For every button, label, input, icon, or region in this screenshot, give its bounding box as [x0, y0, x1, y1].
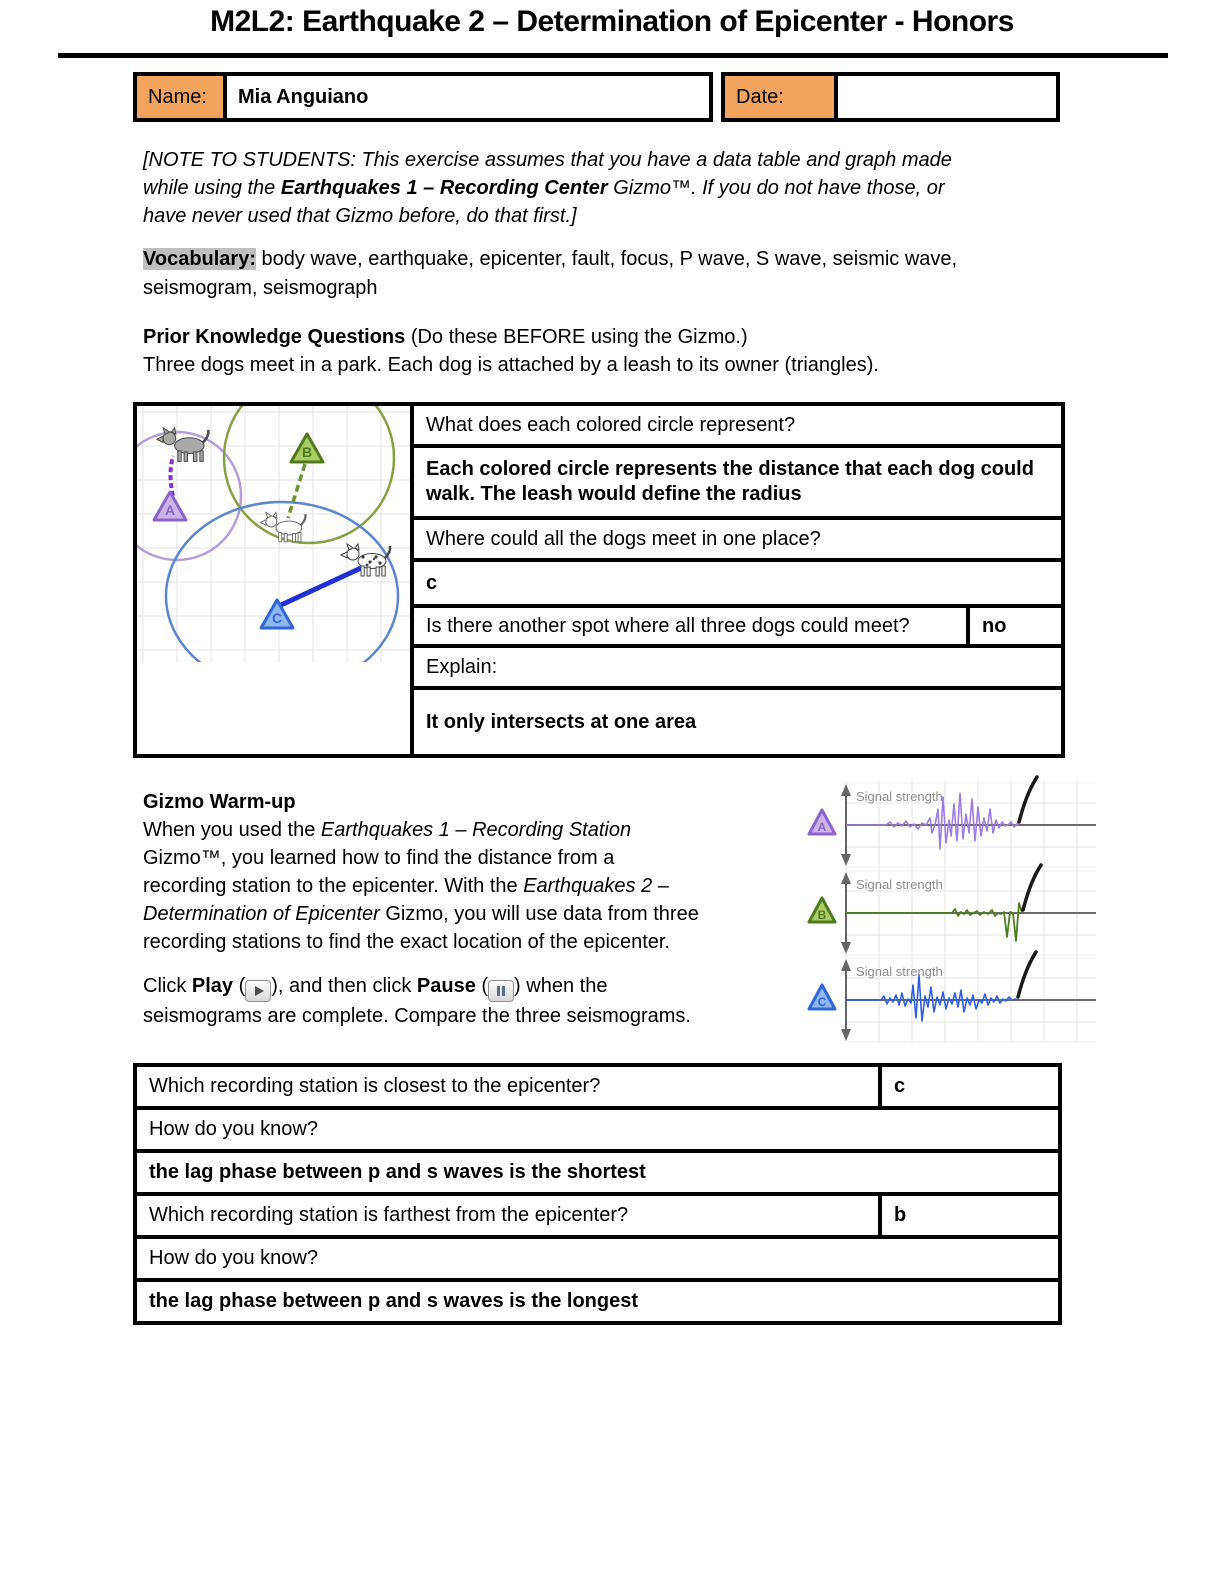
- note-to-students: [NOTE TO STUDENTS: This exercise assumes that you have a data table and graph made while using the Earthquakes 1 – Recording Center Gizmo™. If you do not have those, or have never used that Gizmo before, do that first.]: [143, 149, 952, 227]
- seismogram-a: [809, 777, 1096, 866]
- how-know-label-1: How do you know?: [133, 1106, 1062, 1153]
- name-date-table: [133, 72, 1060, 122]
- owner-a-label: A: [164, 502, 176, 518]
- question-another-spot-row: [410, 604, 1065, 648]
- question-another-spot: Is there another spot where all three dogs could meet?: [410, 604, 970, 648]
- station-a-letter: A: [817, 820, 827, 834]
- answer-circle-represent[interactable]: Each colored circle represents the distance that each dog could walk. The leash would define the radius: [410, 444, 1065, 520]
- signal-strength-label-a: Signal strength: [856, 789, 943, 804]
- answer-how-know-1[interactable]: the lag phase between p and s waves is the shortest: [133, 1149, 1062, 1196]
- pen-a: [1019, 777, 1037, 822]
- date-field[interactable]: [834, 72, 1060, 122]
- answer-how-know-2[interactable]: the lag phase between p and s waves is the longest: [133, 1278, 1062, 1325]
- owner-c-label: C: [271, 610, 283, 626]
- answer-closest[interactable]: c: [878, 1063, 1062, 1110]
- question-closest: Which recording station is closest to the epicenter?: [133, 1063, 882, 1110]
- waveform-c: [846, 975, 1018, 1021]
- answer-explain[interactable]: It only intersects at one area: [410, 686, 1065, 758]
- question-farthest: Which recording station is farthest from the epicenter?: [133, 1192, 882, 1239]
- leash-a: [171, 456, 174, 496]
- dog-b-white: [260, 512, 305, 541]
- play-icon: [245, 980, 271, 1002]
- date-label: Date:: [721, 72, 838, 122]
- pen-c: [1018, 952, 1036, 997]
- seismogram-c: [809, 952, 1096, 1041]
- gizmo-warmup-section: [143, 788, 833, 1030]
- dog-park-image: [137, 406, 410, 662]
- pen-b: [1023, 865, 1041, 910]
- owner-a-triangle: [154, 492, 186, 520]
- answer-meet-one-place[interactable]: c: [410, 558, 1065, 608]
- recording-station-table: [133, 1063, 1062, 1325]
- name-field[interactable]: Mia Anguiano: [223, 72, 713, 122]
- warmup-heading: Gizmo Warm-up: [143, 791, 296, 813]
- vocabulary-line: Vocabulary: body wave, earthquake, epicenter, fault, focus, P wave, S wave, seismic wave, seismogram, seismograph: [143, 248, 958, 299]
- pause-icon: [488, 980, 514, 1002]
- seismogram-b: [809, 865, 1096, 954]
- answer-another-spot[interactable]: no: [966, 604, 1065, 648]
- dog-park-qa-column: [410, 402, 1065, 758]
- station-c-letter: C: [817, 995, 827, 1009]
- warmup-paragraph: When you used the Earthquakes 1 – Recording Station Gizmo™, you learned how to find the distance from a recording station to the epicenter. With the Earthquakes 2 – Determination of Epicenter Gizmo, you will use data from three recording stations to find the exact location of the epicenter.: [143, 819, 699, 953]
- station-b-letter: B: [817, 908, 827, 922]
- farthest-question-row: [133, 1192, 1062, 1239]
- owner-b-label: B: [301, 444, 313, 460]
- seismograms-image: [806, 775, 1096, 1045]
- closest-question-row: [133, 1063, 1062, 1110]
- how-know-label-2: How do you know?: [133, 1235, 1062, 1282]
- leash-b: [288, 464, 305, 518]
- explain-label: Explain:: [410, 644, 1065, 690]
- warmup-play-pause-paragraph: Click Play ( ), and then click Pause ( ) when the seismograms are complete. Compare the three seismograms.: [143, 975, 691, 1027]
- leash-c: [281, 568, 361, 605]
- title-divider: [58, 53, 1168, 58]
- answer-farthest[interactable]: b: [878, 1192, 1062, 1239]
- question-circle-represent: What does each colored circle represent?: [410, 402, 1065, 448]
- name-label: Name:: [133, 72, 227, 122]
- owner-b-triangle: [291, 434, 323, 462]
- question-meet-one-place: Where could all the dogs meet in one place?: [410, 516, 1065, 562]
- signal-strength-label-b: Signal strength: [856, 877, 943, 892]
- dog-park-image-cell: [133, 402, 414, 758]
- dog-park-table: [133, 402, 1065, 758]
- signal-strength-label-c: Signal strength: [856, 964, 943, 979]
- prior-knowledge-heading: Prior Knowledge Questions (Do these BEFORE using the Gizmo.) Three dogs meet in a park. Each dog is attached by a leash to its owner (triangles).: [143, 326, 879, 376]
- page-title: M2L2: Earthquake 2 – Determination of Epicenter - Honors: [210, 5, 1014, 38]
- circle-station-b: [224, 406, 394, 543]
